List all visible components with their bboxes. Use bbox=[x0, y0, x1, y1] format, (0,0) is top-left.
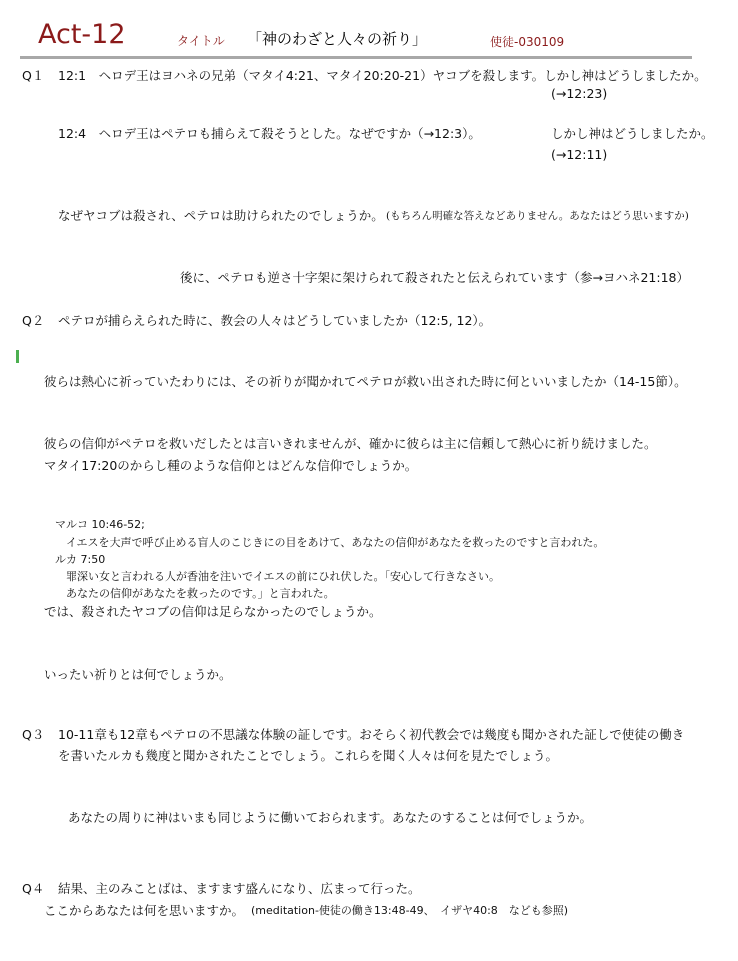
q1-line3-note: (もちろん明確な答えなどありません。あなたはどう思いますか) bbox=[386, 210, 689, 222]
q2-line3: 彼らの信仰がペテロを救いだしたとは言いきれませんが、確かに彼らは主に信頼して熱心に祈り続けました。 bbox=[44, 436, 657, 451]
q1-line2-ref: (→12:11) bbox=[551, 147, 608, 162]
header-rule bbox=[20, 56, 692, 59]
q2-ref-mark: マルコ 10:46-52; bbox=[55, 518, 145, 531]
q2-label: Q２ bbox=[22, 313, 45, 328]
document-id: 使徒-030109 bbox=[490, 35, 565, 49]
document-code: Act-12 bbox=[38, 19, 126, 50]
q2-line2: 彼らは熱心に祈っていたわりには、その祈りが聞かれてペテロが救い出された時に何といいましたか（14-15節）。 bbox=[44, 374, 687, 389]
q1-line2: 12:4 ヘロデ王はペテロも捕らえて殺そうとした。なぜですか（→12:3）。 bbox=[58, 126, 481, 141]
margin-mark bbox=[16, 350, 19, 363]
q3-label: Q３ bbox=[22, 727, 45, 742]
q1-line1-ref: (→12:23) bbox=[551, 86, 608, 101]
q1-line1: 12:1 ヘロデ王はヨハネの兄弟（マタイ4:21、マタイ20:20-21）ヤコブを殺します。しかし神はどうしましたか。 bbox=[58, 68, 707, 83]
q1-line3: なぜヤコブは殺され、ペテロは助けられたのでしょうか。 bbox=[58, 208, 384, 223]
q1-line4: 後に、ペテロも逆さ十字架に架けられて殺されたと伝えられています（参→ヨハネ21:18） bbox=[180, 270, 689, 285]
q2-ref-luke: ルカ 7:50 bbox=[55, 553, 106, 566]
page-title: 「神のわざと人々の祈り」 bbox=[247, 30, 428, 48]
q3-line3: あなたの周りに神はいまも同じように働いておられます。あなたのすることは何でしょうか。 bbox=[68, 810, 593, 825]
q4-line2-ref: (meditation-使徒の働き13:48-49、 イザヤ40:8 なども参照) bbox=[251, 904, 569, 917]
q2-line4: マタイ17:20のからし種のような信仰とはどんな信仰でしょうか。 bbox=[44, 458, 418, 473]
q3-line2: を書いたルカも幾度と聞かされたことでしょう。これらを聞く人々は何を見たでしょう。 bbox=[58, 748, 559, 763]
q4-label: Q４ bbox=[22, 881, 45, 896]
q3-line1: 10-11章も12章もペテロの不思議な体験の証しです。おそらく初代教会では幾度も聞かされた証しで使徒の働き bbox=[58, 727, 685, 742]
q2-line5: では、殺されたヤコブの信仰は足らなかったのでしょうか。 bbox=[44, 604, 382, 619]
q2-line1: ペテロが捕らえられた時に、教会の人々はどうしていましたか（12:5, 12）。 bbox=[58, 313, 492, 328]
q4-line2: ここからあなたは何を思いますか。 bbox=[44, 903, 245, 918]
q2-ref-luke-text2: あなたの信仰があなたを救ったのです。」と言われた。 bbox=[66, 587, 335, 600]
q4-line1: 結果、主のみことばは、ますます盛んになり、広まって行った。 bbox=[58, 881, 421, 896]
q2-ref-mark-text: イエスを大声で呼び止める盲人のこじきにの目をあけて、あなたの信仰があなたを救ったのですと言われた。 bbox=[66, 536, 605, 549]
q2-line6: いったい祈りとは何でしょうか。 bbox=[44, 667, 232, 682]
q1-label: Q１ bbox=[22, 68, 45, 83]
q2-ref-luke-text1: 罪深い女と言われる人が香油を注いでイエスの前にひれ伏した。「安心して行きなさい。 bbox=[66, 570, 501, 583]
q1-line2-question: しかし神はどうしましたか。 bbox=[551, 126, 714, 141]
title-label: タイトル bbox=[177, 34, 225, 48]
